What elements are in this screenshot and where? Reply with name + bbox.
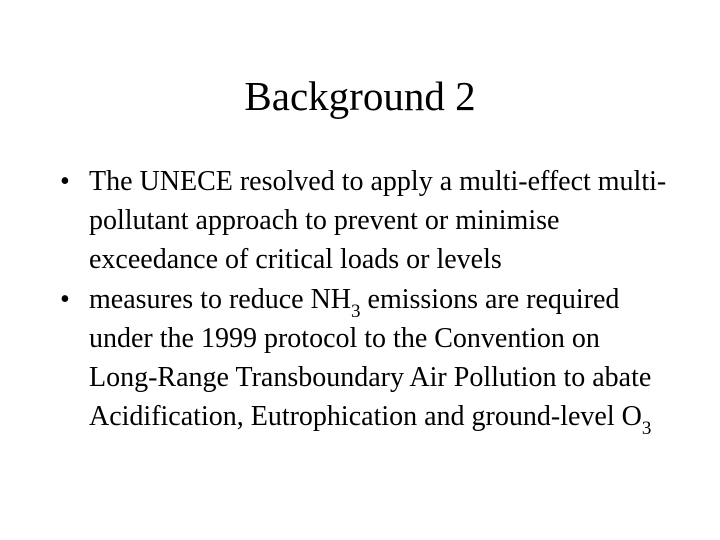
- bullet-text-2-middle: emissions are required under the 1999 protocol to the Convention on Long-Range Transboundary Air Pollution to abate Acidification, Eutrophication and ground-level O: [89, 283, 652, 433]
- bullet-item-2: [60, 280, 670, 440]
- bullet-list: [60, 162, 670, 440]
- subscript-nh3: 3: [351, 300, 361, 322]
- bullet-mark: •: [60, 283, 70, 315]
- subscript-o3: 3: [641, 418, 652, 440]
- bullet-item-1: [60, 162, 670, 280]
- bullet-text-1: The UNECE resolved to apply a multi-effect multi-pollutant approach to prevent or minimise exceedance of critical loads or levels: [89, 166, 667, 276]
- bullet-mark: •: [60, 166, 70, 197]
- bullet-text-2-start: measures to reduce NH: [89, 283, 352, 315]
- slide-title: Background 2: [244, 73, 476, 119]
